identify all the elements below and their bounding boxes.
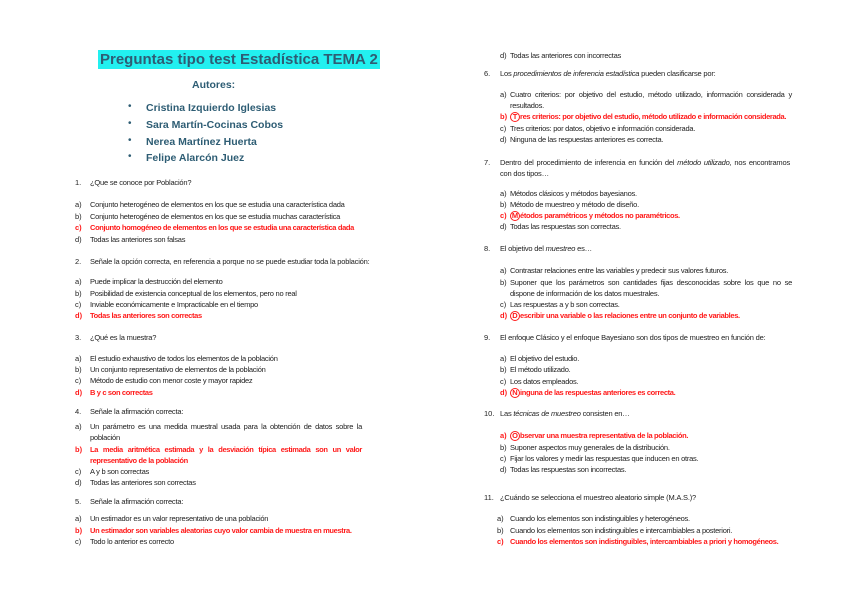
option-text <box>90 477 196 488</box>
option-label: Cuando los elementos son indistinguibles y heterogéneos. <box>510 514 690 523</box>
option-label: Conjunto heterogéneo de elementos en los que se estudia muchas característica <box>90 212 341 221</box>
question-text-part: consisten en… <box>580 409 630 418</box>
question-text-emphasis: método utilizado, <box>677 158 732 167</box>
author-name: Nerea Martínez Huerta <box>146 136 257 148</box>
option-label: Las respuestas a y b son correctas. <box>510 300 620 309</box>
question-text <box>90 406 183 417</box>
option-letter: d) <box>500 388 508 397</box>
option-label: Puede implicar la destrucción del elemento <box>90 277 223 286</box>
option-text <box>90 299 258 310</box>
option-text <box>510 364 570 375</box>
option-letter: c) <box>500 454 507 463</box>
question-text-emphasis: muestreo <box>545 244 576 253</box>
option-label: bservar una muestra representativa de la población. <box>520 431 689 440</box>
question-number: 6. <box>484 69 491 78</box>
option-text <box>90 222 354 233</box>
option-letter: a) <box>500 431 507 440</box>
option-text <box>90 211 340 222</box>
option-label: Métodos clásicos y métodos bayesianos. <box>510 189 637 198</box>
option-letter: b) <box>500 365 507 374</box>
option-label: inguna de las respuestas anteriores es correcta. <box>520 388 676 397</box>
question-text <box>500 157 790 179</box>
question-text-part: es… <box>575 244 592 253</box>
option-label: Inviable económicamente e Impracticable en el tiempo <box>90 300 258 309</box>
question-text-part: Las <box>500 409 514 418</box>
option-text <box>510 111 786 122</box>
option-label: Suponer que los parámetros son cantidades fijas desconocidas sobre los que no se dispone de información de los datos muestrales. <box>510 278 792 298</box>
option-letter: c) <box>75 537 82 546</box>
option-letter: b) <box>75 289 82 298</box>
option-label: Cuando los elementos son indistinguibles e intercambiables a posteriori. <box>510 526 733 535</box>
author-name: Felipe Alarcón Juez <box>146 152 245 164</box>
author-name: Sara Martín-Cocinas Cobos <box>146 119 284 131</box>
option-text <box>510 50 621 61</box>
option-letter: c) <box>75 223 82 232</box>
option-label: Cuando los elementos son indistinguibles, intercambiables a priori y homogéneos. <box>510 537 779 546</box>
option-text <box>510 376 578 387</box>
option-label: étodos paramétricos y métodos no paramétricos. <box>520 211 680 220</box>
question-number: 11. <box>484 493 494 502</box>
option-label: Cuatro criterios: por objetivo del estudio, método utilizado, información considerada y resultados. <box>510 90 792 110</box>
bullet-icon: • <box>128 135 132 146</box>
author-name: Cristina Izquierdo Iglesias <box>146 102 277 114</box>
option-letter: b) <box>500 443 507 452</box>
option-text <box>510 464 626 475</box>
option-label: Todas las anteriores son correctas <box>90 478 196 487</box>
option-label: B y c son correctas <box>90 388 153 397</box>
option-label: Los datos empleados. <box>510 377 579 386</box>
circled-mark-icon: O <box>510 431 520 441</box>
question-number: 2. <box>75 257 82 266</box>
option-text <box>90 310 202 321</box>
option-letter: b) <box>75 365 82 374</box>
option-letter: d) <box>75 388 83 397</box>
question-text <box>90 496 183 507</box>
option-letter: b) <box>75 445 83 454</box>
question-number: 5. <box>75 497 82 506</box>
option-letter: c) <box>500 124 507 133</box>
option-label: Un estimador son variables aleatorias cuyo valor cambia de muestra en muestra. <box>90 526 352 535</box>
question-text <box>90 332 156 343</box>
option-text <box>510 430 688 441</box>
question-text-part: ¿Que se conoce por Población? <box>90 178 192 187</box>
option-label: El método utilizado. <box>510 365 571 374</box>
option-text <box>90 234 185 245</box>
option-label: Suponer aspectos muy generales de la distribución. <box>510 443 670 452</box>
option-label: Todas las respuestas son correctas. <box>510 222 621 231</box>
option-letter: d) <box>75 235 82 244</box>
option-letter: c) <box>75 376 82 385</box>
option-text <box>90 421 362 443</box>
question-text-part: pueden clasificarse por: <box>639 69 716 78</box>
option-label: escribir una variable o las relaciones entre un conjunto de variables. <box>520 311 740 320</box>
option-text <box>510 442 670 453</box>
bullet-icon: • <box>128 151 132 162</box>
circled-mark-icon: M <box>511 211 519 220</box>
option-letter: a) <box>75 277 82 286</box>
option-letter: d) <box>500 51 507 60</box>
option-text <box>510 453 698 464</box>
option-text <box>90 444 362 466</box>
option-letter: d) <box>500 311 508 320</box>
option-letter: b) <box>497 526 504 535</box>
option-text <box>510 199 639 210</box>
option-letter: b) <box>500 200 507 209</box>
question-text <box>500 332 765 343</box>
option-label: Un parámetro es una medida muestral usada para la obtención de datos sobre la población <box>90 422 362 442</box>
question-text <box>90 256 370 267</box>
circled-mark-icon: T <box>510 112 520 122</box>
option-text <box>510 89 792 111</box>
option-letter: b) <box>500 112 508 121</box>
option-text <box>90 276 223 287</box>
question-number: 7. <box>484 158 491 167</box>
option-label: Tres criterios: por datos, objetivo e información considerada. <box>510 124 696 133</box>
option-letter: a) <box>500 354 507 363</box>
option-text <box>510 188 637 199</box>
option-letter: d) <box>500 465 507 474</box>
question-text <box>500 492 696 503</box>
option-letter: c) <box>500 377 507 386</box>
option-text <box>510 123 695 134</box>
question-text-part: ¿Qué es la muestra? <box>90 333 157 342</box>
option-label: Método de muestreo y método de diseño. <box>510 200 639 209</box>
option-text <box>90 466 149 477</box>
question-text-part: El objetivo del <box>500 244 546 253</box>
option-label: Ninguna de las respuestas anteriores es correcta. <box>510 135 664 144</box>
option-letter: b) <box>75 212 82 221</box>
question-text-part: Dentro del procedimiento de inferencia en función del <box>500 158 678 167</box>
option-letter: b) <box>500 278 507 287</box>
option-text <box>510 536 778 547</box>
question-number: 10. <box>484 409 495 418</box>
option-label: Posibilidad de existencia conceptual de los elementos, pero no real <box>90 289 297 298</box>
option-text <box>90 513 268 524</box>
option-letter: a) <box>75 422 82 431</box>
option-label: Todo lo anterior es correcto <box>90 537 174 546</box>
option-label: res criterios: por objetivo del estudio, método utilizado e información considerada. <box>520 112 787 121</box>
option-label: A y b son correctas <box>90 467 150 476</box>
option-text <box>510 353 579 364</box>
question-text <box>500 243 592 254</box>
option-label: Todas las anteriores son falsas <box>90 235 186 244</box>
option-text <box>90 375 252 386</box>
question-number: 3. <box>75 333 82 342</box>
authors-heading: Autores: <box>192 79 236 91</box>
question-text-part: nos encontramos con dos tipos… <box>500 158 790 178</box>
bullet-icon: • <box>128 118 132 129</box>
question-text-emphasis: procedimientos de inferencia estadística <box>513 69 640 78</box>
question-number: 1. <box>75 178 82 187</box>
option-text <box>510 221 621 232</box>
circled-mark-icon: D <box>510 311 520 321</box>
option-letter: a) <box>500 266 507 275</box>
option-letter: c) <box>75 300 82 309</box>
option-letter: c) <box>500 300 507 309</box>
option-label: Conjunto heterogéneo de elementos en los que se estudia una característica dada <box>90 200 345 209</box>
option-letter: d) <box>500 135 507 144</box>
option-letter: c) <box>497 537 504 546</box>
option-text <box>510 265 728 276</box>
question-number: 9. <box>484 333 491 342</box>
option-letter: d) <box>75 311 83 320</box>
option-text <box>90 288 297 299</box>
option-text <box>90 199 345 210</box>
option-letter: b) <box>75 526 83 535</box>
document-title: Preguntas tipo test Estadística TEMA 2 <box>100 51 378 68</box>
option-label: Conjunto homogéneo de elementos en los que se estudia una característica dada <box>90 223 354 232</box>
option-text <box>510 299 620 310</box>
question-text-part: Los <box>500 69 514 78</box>
option-label: Todas las anteriores son correctas <box>90 311 202 320</box>
option-text <box>510 310 740 321</box>
option-label: Fijar los valores y medir las respuestas que inducen en otras. <box>510 454 699 463</box>
option-label: El objetivo del estudio. <box>510 354 580 363</box>
option-letter: a) <box>75 354 82 363</box>
option-text <box>510 134 663 145</box>
option-letter: c) <box>75 467 82 476</box>
option-text <box>510 387 675 398</box>
option-letter: a) <box>75 514 82 523</box>
option-text <box>510 277 792 299</box>
option-label: Todas las respuestas son incorrectas. <box>510 465 627 474</box>
question-number: 4. <box>75 407 82 416</box>
option-text <box>90 536 174 547</box>
bullet-icon: • <box>128 101 132 112</box>
option-label: Todas las anteriores con incorrectas <box>510 51 622 60</box>
option-letter: d) <box>75 478 82 487</box>
option-letter: a) <box>500 189 507 198</box>
option-letter: a) <box>75 200 82 209</box>
question-text-part: El enfoque Clásico y el enfoque Bayesiano son dos tipos de muestreo en función de: <box>500 333 766 342</box>
option-text <box>90 387 153 398</box>
option-text <box>510 513 690 524</box>
question-text-part: ¿Cuándo se selecciona el muestreo aleatorio simple (M.A.S.)? <box>500 493 697 502</box>
option-text <box>510 210 680 221</box>
option-letter: c) <box>500 211 507 220</box>
question-text-part: Señale la afirmación correcta: <box>90 407 184 416</box>
question-text <box>500 68 716 79</box>
question-text-part: Señale la afirmación correcta: <box>90 497 184 506</box>
option-text <box>90 525 352 536</box>
option-label: La media aritmética estimada y la desviación típica estimada son un valor representativo de la población <box>90 445 362 465</box>
option-label: El estudio exhaustivo de todos los elementos de la población <box>90 354 278 363</box>
question-number: 8. <box>484 244 491 253</box>
option-label: Un conjunto representativo de elementos de la población <box>90 365 266 374</box>
option-text <box>510 525 732 536</box>
option-label: Un estimador es un valor representativo de una población <box>90 514 269 523</box>
option-label: Contrastar relaciones entre las variables y predecir sus valores futuros. <box>510 266 729 275</box>
option-letter: d) <box>500 222 507 231</box>
option-text <box>90 353 278 364</box>
option-text <box>90 364 266 375</box>
question-text-emphasis: técnicas de muestreo <box>513 409 581 418</box>
circled-mark-icon: N <box>510 388 520 398</box>
option-label: Método de estudio con menor coste y mayor rapidez <box>90 376 253 385</box>
option-letter: a) <box>497 514 504 523</box>
question-text <box>500 408 630 419</box>
question-text <box>90 177 191 188</box>
option-letter: a) <box>500 90 507 99</box>
question-text-part: Señale la opción correcta, en referencia a porque no se puede estudiar toda la población: <box>90 257 370 266</box>
